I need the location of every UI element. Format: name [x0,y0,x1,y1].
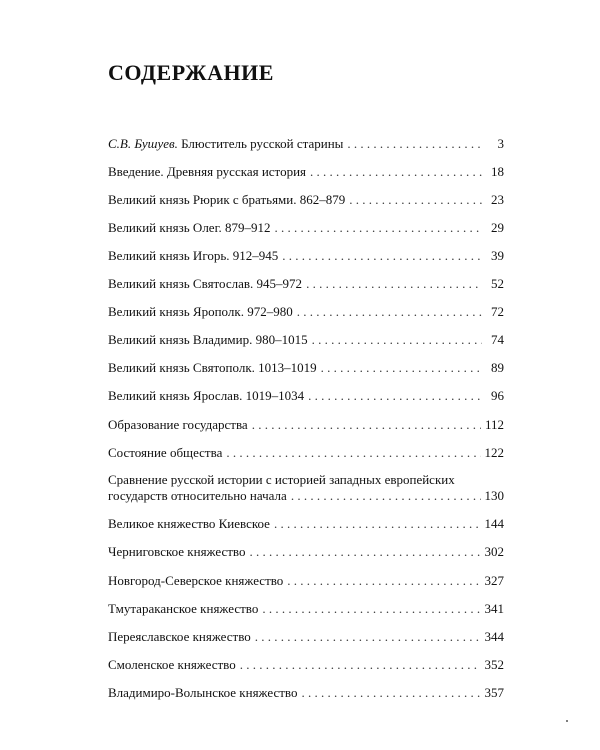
dot-leader [312,332,482,348]
toc-entry [108,164,504,180]
toc-entry [108,248,504,264]
toc-entry [108,685,504,701]
toc-entry-page: 357 [484,685,504,700]
toc-entry [108,136,504,152]
toc-entry-page: 112 [484,417,504,432]
toc-entry-title: Великое княжество Киевское [108,516,270,531]
toc-entry-page: 18 [491,164,504,179]
toc-entry [108,276,504,292]
dot-leader [226,445,480,461]
toc-entry-title: государств относительно начала [108,488,287,503]
toc-entry [108,472,504,504]
toc-entry [108,601,504,617]
dot-leader [274,220,482,236]
dot-leader [255,629,481,645]
page-title: СОДЕРЖАНИЕ [108,60,274,85]
toc-entry-author: С.В. Бушуев. [108,136,178,151]
toc-entry-title: Великий князь Владимир. 980–1015 [108,332,308,347]
toc-entry-page: 89 [491,360,504,375]
toc-entry-title: Великий князь Святополк. 1013–1019 [108,360,317,375]
toc-entry [108,360,504,376]
dot-leader [274,516,481,532]
toc-entry-page: 144 [484,516,504,531]
toc-entry-title: Образование государства [108,417,248,432]
dot-leader [297,304,482,320]
toc-entry-page: 130 [484,488,504,503]
toc-entry [108,388,504,404]
page-speck [566,720,568,722]
dot-leader [240,657,481,673]
dot-leader [308,388,482,404]
toc-entry-title: Состояние общества [108,445,223,460]
toc-entry-page: 352 [484,657,504,672]
toc-entry-page: 341 [484,601,504,616]
dot-leader [310,164,482,180]
toc-entry [108,544,504,560]
toc-entry [108,304,504,320]
dot-leader [282,248,482,264]
toc-entry-title: Великий князь Ярослав. 1019–1034 [108,388,305,403]
toc-entry-page: 3 [497,136,504,151]
dot-leader [262,601,480,617]
toc-entry-title: Великий князь Игорь. 912–945 [108,248,279,263]
dot-leader [249,544,480,560]
toc-entry [108,629,504,645]
toc-entry-title: Блюститель русской старины [181,136,344,151]
toc-entry [108,332,504,348]
toc-entry-title: Великий князь Ярополк. 972–980 [108,304,293,319]
toc-entry-page: 74 [491,332,504,347]
toc-entry-title: Великий князь Рюрик с братьями. 862–879 [108,192,346,207]
dot-leader [301,685,480,701]
toc-entry-page: 122 [484,445,504,460]
dot-leader [349,192,482,208]
toc-entry-page: 96 [491,388,504,403]
toc-entry-page: 39 [491,248,504,263]
dot-leader [306,276,482,292]
toc-entry-title: Новгород-Северское княжество [108,573,284,588]
toc-entry-page: 29 [491,220,504,235]
toc-entry-page: 302 [484,544,504,559]
toc-entry-title: Переяславское княжество [108,629,251,644]
toc-entry-title: Великий князь Олег. 879–912 [108,220,271,235]
toc-entry-title: Тмутараканское княжество [108,601,259,616]
toc-entry-page: 52 [491,276,504,291]
toc-entry-page: 344 [484,629,504,644]
toc-entry-page: 327 [484,573,504,588]
toc-entry [108,445,504,461]
toc-entry [108,516,504,532]
toc-entry [108,192,504,208]
toc-entry [108,220,504,236]
dot-leader [321,360,482,376]
toc-entry-page: 23 [491,192,504,207]
toc-entry-page: 72 [491,304,504,319]
toc-entry [108,657,504,673]
toc-entry-title-line1: Сравнение русской истории с историей западных европейских [108,472,455,487]
dot-leader [252,417,481,433]
toc-entry-title: Смоленское княжество [108,657,236,672]
toc-entry-title: Владимиро-Волынское княжество [108,685,298,700]
toc-entry-title: Великий князь Святослав. 945–972 [108,276,303,291]
dot-leader [347,136,482,152]
dot-leader [287,573,480,589]
toc-entry [108,573,504,589]
toc-entry [108,417,504,433]
dot-leader [291,488,481,504]
toc-entry-title: Черниговское княжество [108,544,246,559]
toc-entry-title: Введение. Древняя русская история [108,164,307,179]
